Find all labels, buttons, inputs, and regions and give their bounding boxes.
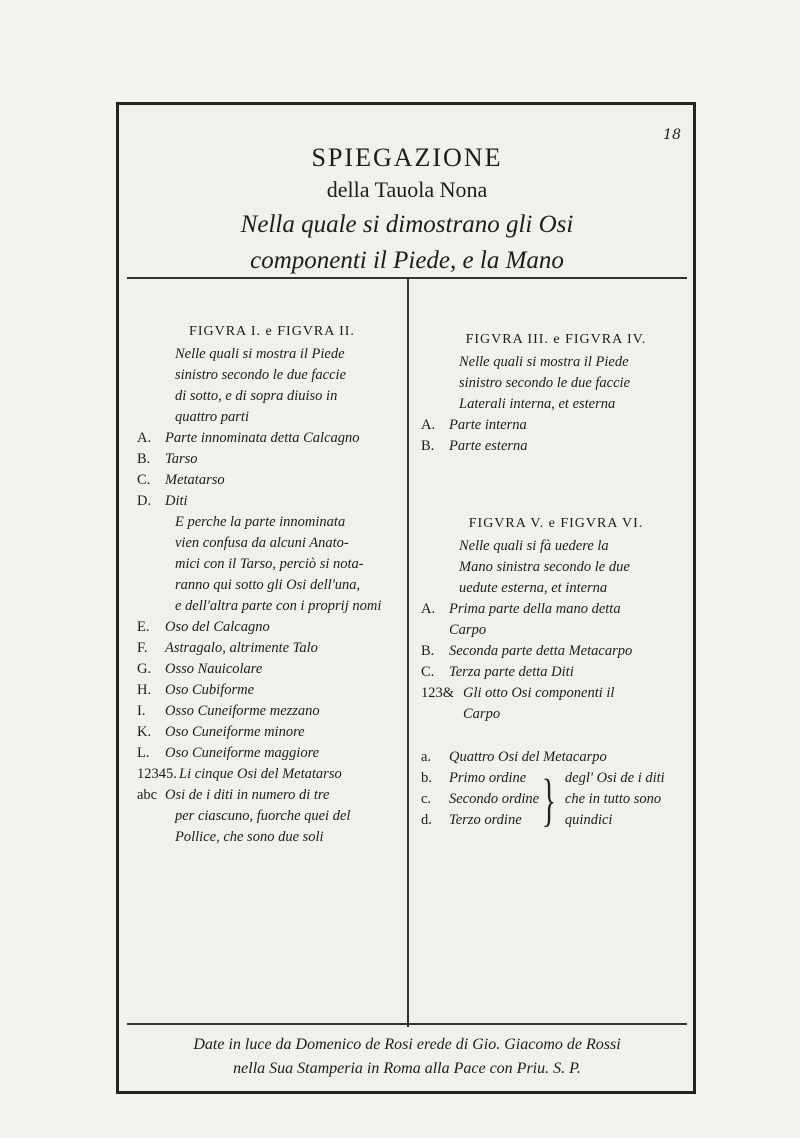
bone-text: Osi de i diti in numero di tre — [165, 787, 330, 803]
bone-text: Oso Cuneiforme maggiore — [165, 745, 320, 761]
legend-text: Parte esterna — [449, 438, 528, 454]
bone-key: 12345. — [137, 766, 177, 782]
desc-line: Laterali interna, et esterna — [459, 396, 616, 412]
tail-line: per ciascuno, fuorche quei del — [175, 808, 351, 824]
legend-text: Gli otto Osi componenti il — [463, 685, 615, 701]
imprint-line: Date in luce da Domenico de Rosi erede di Gio. Giacomo de Rossi — [193, 1036, 621, 1053]
legend-item — [421, 747, 691, 768]
legend-item — [137, 428, 407, 449]
desc-line: Mano sinistra secondo le due — [459, 559, 630, 575]
figure-description — [421, 352, 691, 415]
legend-key: D. — [137, 493, 152, 509]
order-note-line: degl' Osi de i diti — [564, 770, 665, 786]
legend-item — [421, 415, 691, 436]
legend-key: B. — [421, 438, 435, 454]
legend-item — [421, 641, 691, 662]
legend-key: A. — [421, 601, 436, 617]
desc-line: Nelle quali si fà uedere la — [459, 538, 609, 554]
legend-key: 123& — [421, 685, 455, 701]
order-key: b. — [421, 770, 432, 786]
legend-key: C. — [421, 664, 435, 680]
legend-text: Terza parte detta Diti — [449, 664, 574, 680]
publisher-imprint — [127, 1023, 687, 1085]
order-item — [421, 810, 539, 831]
desc-line: Nelle quali si mostra il Piede — [459, 354, 629, 370]
note-line: vien confusa da alcuni Anato- — [175, 535, 349, 551]
note-line: mici con il Tarso, perciò si nota- — [175, 556, 364, 572]
engraved-plate — [116, 102, 696, 1094]
bone-key: F. — [137, 640, 148, 656]
description-line: componenti il Piede, e la Mano — [250, 247, 564, 274]
bone-item — [137, 743, 407, 764]
order-key: c. — [421, 791, 432, 807]
legend-text: Diti — [165, 493, 188, 509]
desc-line: Nelle quali si mostra il Piede — [175, 346, 345, 362]
bone-key: K. — [137, 724, 152, 740]
legend-key: B. — [137, 451, 151, 467]
imprint-line: nella Sua Stamperia in Roma alla Pace con Priu. S. P. — [233, 1060, 581, 1077]
legend-continuation: Carpo — [463, 706, 501, 722]
desc-line: sinistro secondo le due faccie — [175, 367, 347, 383]
legend-text: Parte interna — [449, 417, 527, 433]
bone-item — [137, 701, 407, 722]
order-text: Primo ordine — [449, 770, 527, 786]
plate-subtitle: della Tauola Nona — [326, 177, 488, 202]
figure-heading: FIGVRA I. e FIGVRA II. — [189, 324, 355, 339]
bone-item — [137, 785, 407, 806]
legend-key: A. — [421, 417, 436, 433]
bone-item — [137, 722, 407, 743]
plate-description — [127, 207, 687, 279]
legend-item — [421, 683, 691, 704]
plate-header — [127, 111, 687, 279]
figure-heading: FIGVRA V. e FIGVRA VI. — [468, 516, 644, 531]
order-note — [565, 768, 691, 831]
legend-text: Quattro Osi del Metacarpo — [449, 749, 607, 765]
figure-description — [421, 536, 691, 599]
legend-item — [421, 436, 691, 457]
plate-title: SPIEGAZIONE — [311, 143, 503, 172]
bone-key: L. — [137, 745, 150, 761]
note-line: ranno qui sotto gli Osi dell'una, — [175, 577, 361, 593]
legend-item — [137, 491, 407, 512]
bone-text: Oso Cuneiforme minore — [165, 724, 305, 740]
bone-item — [137, 638, 407, 659]
legend-key: C. — [137, 472, 151, 488]
page-number: 18 — [663, 127, 681, 143]
legend-text: Metatarso — [165, 472, 225, 488]
desc-line: uedute esterna, et interna — [459, 580, 608, 596]
bone-key: G. — [137, 661, 152, 677]
order-group — [421, 768, 691, 831]
figure-heading: FIGVRA III. e FIGVRA IV. — [465, 332, 647, 347]
bone-item — [137, 617, 407, 638]
legend-key: a. — [421, 749, 432, 765]
figure-description — [137, 344, 407, 428]
desc-line: sinistro secondo le due faccie — [459, 375, 631, 391]
order-key: d. — [421, 812, 432, 828]
bone-item — [137, 659, 407, 680]
legend-key: A. — [137, 430, 152, 446]
order-note-line: che in tutto sono — [564, 791, 662, 807]
bone-text: Oso del Calcagno — [165, 619, 270, 635]
note-line: E perche la parte innominata — [175, 514, 346, 530]
order-item — [421, 789, 539, 810]
legend-item — [421, 599, 691, 620]
tail-line: Pollice, che sono due soli — [175, 829, 324, 845]
bone-key: I. — [137, 703, 146, 719]
explanatory-note — [137, 512, 407, 617]
bone-text: Osso Nauicolare — [165, 661, 263, 677]
bone-key: E. — [137, 619, 150, 635]
desc-line: quattro parti — [175, 409, 249, 425]
order-note-line: quindici — [564, 812, 613, 828]
note-line: e dell'altra parte con i proprij nomi — [175, 598, 382, 614]
bone-item — [137, 764, 407, 785]
order-item — [421, 768, 539, 789]
legend-text: Prima parte della mano detta — [449, 601, 621, 617]
legend-item — [137, 449, 407, 470]
bone-key: H. — [137, 682, 152, 698]
desc-line: di sotto, e di sopra diuiso in — [175, 388, 338, 404]
legend-continuation: Carpo — [449, 622, 487, 638]
legend-text: Parte innominata detta Calcagno — [165, 430, 360, 446]
order-text: Terzo ordine — [449, 812, 522, 828]
bone-text: Osso Cuneiforme mezzano — [165, 703, 320, 719]
legend-text: Seconda parte detta Metacarpo — [449, 643, 633, 659]
right-brace-icon: } — [542, 766, 556, 832]
column-divider — [407, 279, 409, 1027]
bone-item-continuation — [137, 806, 407, 848]
order-list — [421, 768, 539, 831]
left-column — [137, 321, 407, 848]
description-line: Nella quale si dimostrano gli Osi — [240, 211, 574, 238]
bone-item — [137, 680, 407, 701]
bone-text: Oso Cubiforme — [165, 682, 255, 698]
order-text: Secondo ordine — [449, 791, 540, 807]
bone-key: abc — [137, 787, 158, 803]
bone-text: Li cinque Osi del Metatarso — [179, 766, 342, 782]
legend-key: B. — [421, 643, 435, 659]
legend-item — [137, 470, 407, 491]
legend-item — [421, 662, 691, 683]
bone-text: Astragalo, altrimente Talo — [165, 640, 318, 656]
right-column — [421, 329, 691, 831]
legend-text: Tarso — [165, 451, 198, 467]
